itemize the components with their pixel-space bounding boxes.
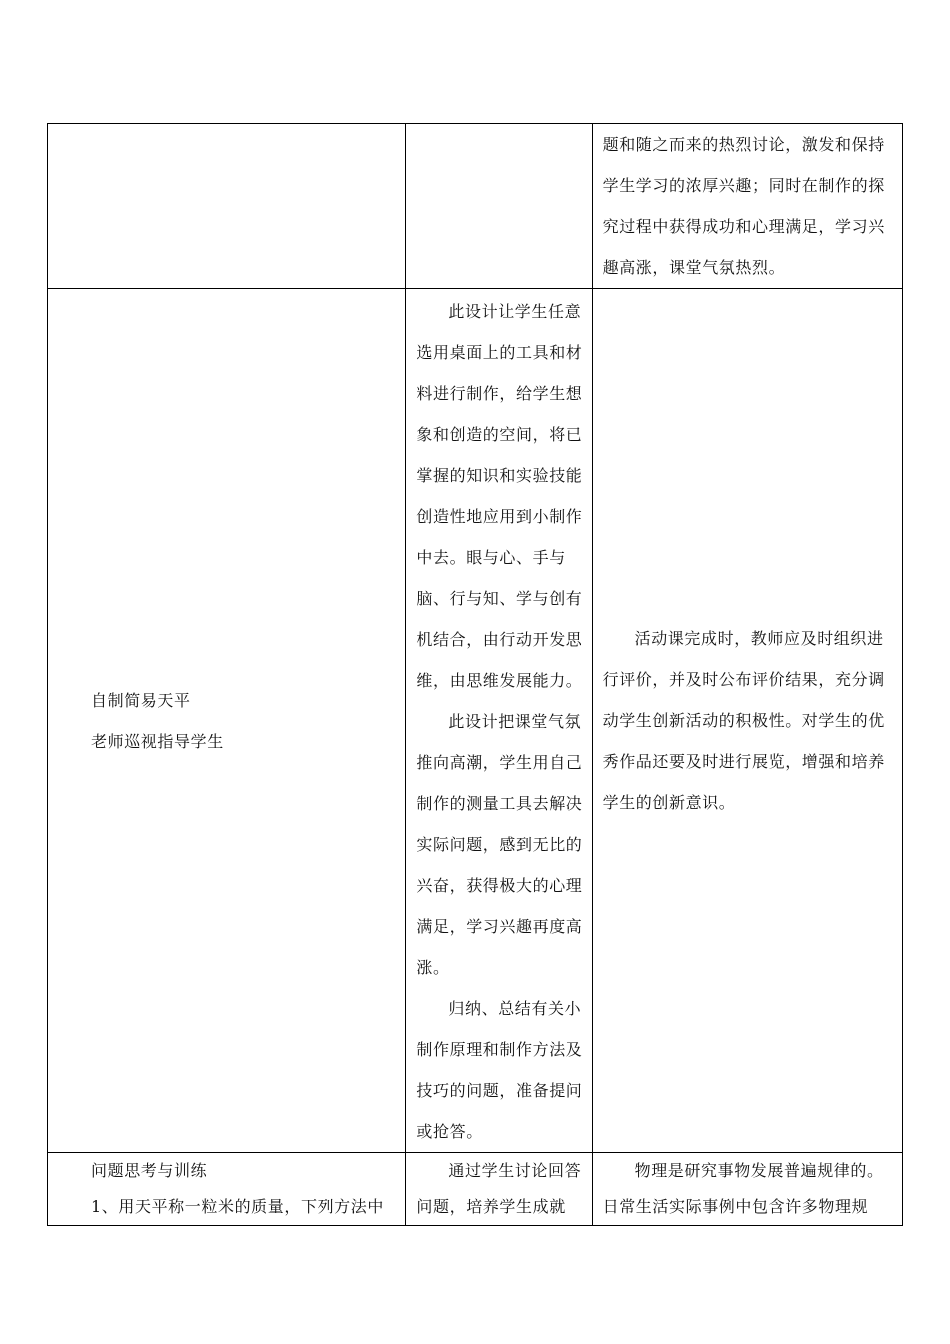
table-row	[48, 289, 903, 1153]
table-row	[48, 124, 903, 289]
cell-paragraph: 物理是研究事物发展普遍规律的。日常生活实际事例中包含许多物理规	[602, 1161, 884, 1216]
cell-paragraph: 通过学生讨论回答问题，培养学生成就	[416, 1161, 582, 1216]
question-text: 1、用天平称一粒米的质量，下列方法中	[91, 1197, 384, 1216]
table-cell-evaluation	[592, 1153, 902, 1226]
cell-paragraph: 题和随之而来的热烈讨论，激发和保持学生学习的浓厚兴趣；同时在制作的探究过程中获得成功和心理满足，学习兴趣高涨，课堂气氛热烈。	[602, 135, 885, 277]
cell-paragraph: 此设计把课堂气氛推向高潮，学生用自己制作的测量工具去解决实际问题，感到无比的兴奋，获得极大的心理满足，学习兴趣再度高涨。	[416, 712, 583, 977]
activity-title: 自制简易天平	[91, 690, 191, 710]
activity-subtitle: 老师巡视指导学生	[91, 731, 224, 751]
table-cell-activity	[48, 124, 406, 289]
lesson-plan-table	[47, 123, 903, 1226]
table-cell-evaluation	[592, 289, 902, 1153]
table-cell-design-intent	[406, 289, 592, 1153]
cell-paragraph: 活动课完成时，教师应及时组织进行评价，并及时公布评价结果，充分调动学生创新活动的积极性。对学生的优秀作品还要及时进行展览，增强和培养学生的创新意识。	[602, 629, 885, 812]
table-row	[48, 1153, 903, 1226]
table-cell-design-intent	[406, 1153, 592, 1226]
table-cell-design-intent	[406, 124, 592, 289]
table-cell-activity	[48, 1153, 406, 1226]
table-cell-activity	[48, 289, 406, 1153]
section-title: 问题思考与训练	[91, 1161, 208, 1180]
cell-paragraph: 归纳、总结有关小制作原理和制作方法及技巧的问题，准备提问或抢答。	[416, 999, 583, 1141]
table-cell-evaluation	[592, 124, 902, 289]
cell-paragraph: 此设计让学生任意选用桌面上的工具和材料进行制作，给学生想象和创造的空间，将已掌握的知识和实验技能创造性地应用到小制作中去。眼与心、手与脑、行与知、学与创有机结合，由行动开发思维，由思维发展能力。	[416, 302, 583, 690]
